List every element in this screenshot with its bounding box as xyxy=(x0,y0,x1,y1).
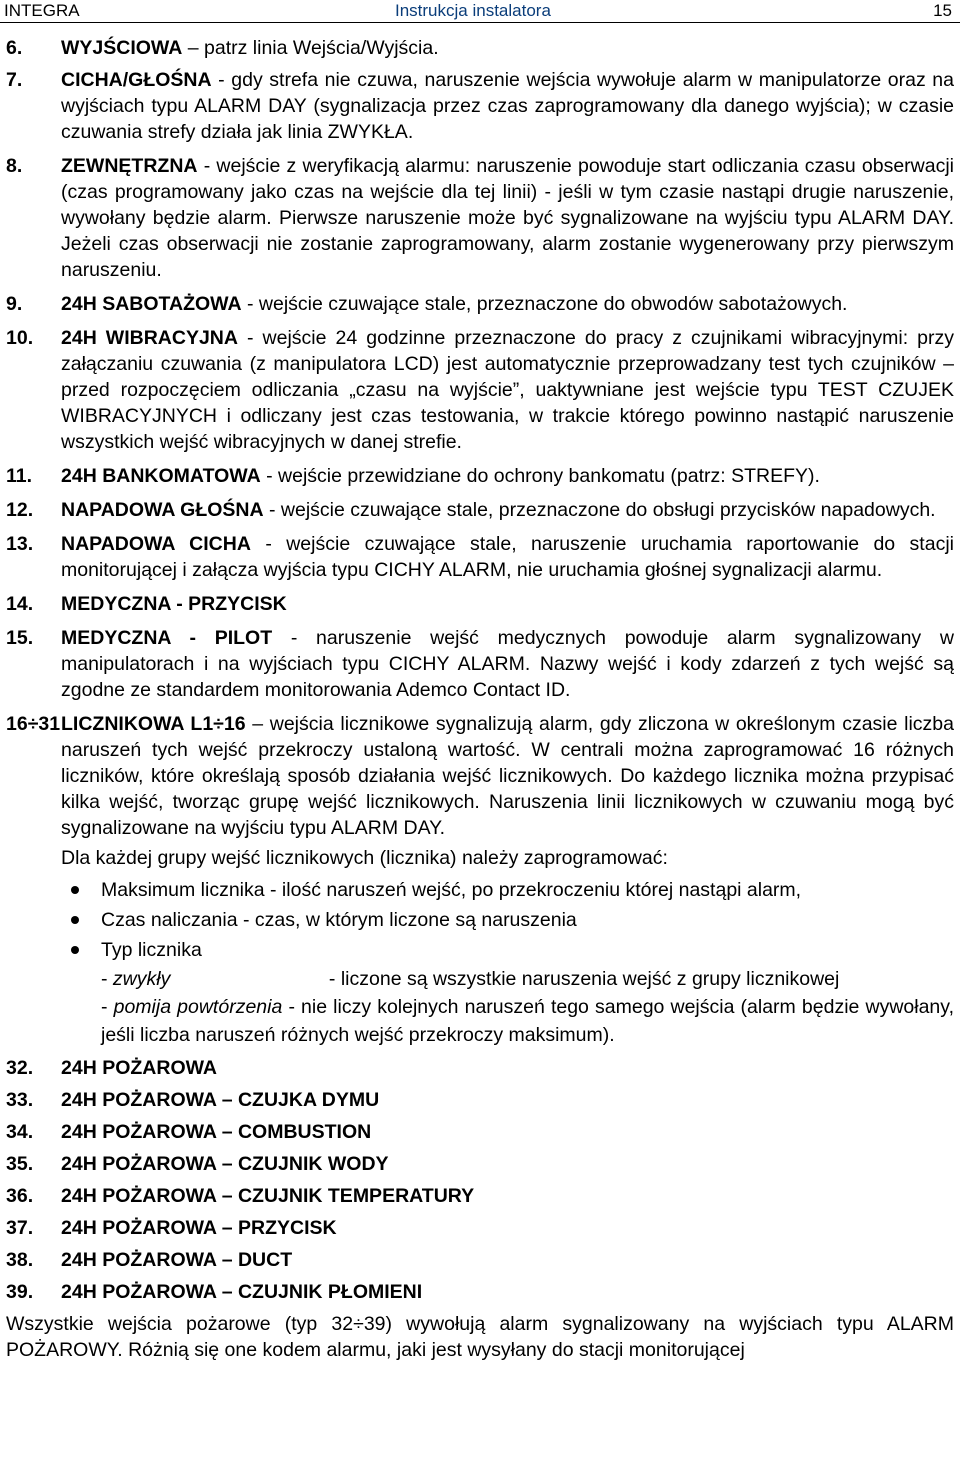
item-title: ZEWNĘTRZNA xyxy=(61,155,198,177)
item-title: 24H WIBRACYJNA xyxy=(61,327,238,349)
item-title: 24H POŻAROWA – PRZYCISK xyxy=(61,1217,337,1239)
item-number: 6. xyxy=(6,37,23,59)
item-title: NAPADOWA CICHA xyxy=(61,533,251,555)
item-title: WYJŚCIOWA xyxy=(61,37,183,59)
bullet-text: Typ licznika xyxy=(101,939,202,961)
list-item xyxy=(0,591,960,617)
counter-type-desc: - liczone są wszystkie naruszenia wejść z grupy licznikowej xyxy=(328,968,840,990)
counter-type-normal: - zwykły - liczone są wszystkie naruszenia wejść z grupy licznikowej xyxy=(61,965,954,993)
item-text: - naruszenie wejść medycznych powoduje alarm sygnalizowany w manipulatorach i na wyjściach typu xyxy=(61,627,954,675)
item-title: 24H POŻAROWA – CZUJKA DYMU xyxy=(61,1089,380,1111)
bullet-icon xyxy=(71,946,79,954)
bullet-text: Czas naliczania - czas, w którym liczone są naruszenia xyxy=(101,909,577,931)
item-number: 37. xyxy=(6,1217,34,1239)
item-number: 36. xyxy=(6,1185,34,1207)
list-item xyxy=(0,1279,960,1305)
list-item xyxy=(0,1247,960,1273)
item-number: 12. xyxy=(6,499,34,521)
item-reference: ZWYKŁA xyxy=(327,121,408,143)
item-reference: ALARM DAY xyxy=(330,817,440,839)
item-title: 24H POŻAROWA xyxy=(61,1057,218,1079)
item-text: . Jeżeli czas obserwacji nie zostanie zaprogramowany, alarm zostanie wygenerowany przy pierwszym naruszeniu. xyxy=(61,207,954,281)
item-number: 15. xyxy=(6,627,34,649)
list-item xyxy=(0,67,960,145)
page-header xyxy=(0,0,960,23)
note-text: Wszystkie wejścia pożarowe (typ 32÷39) wywołują alarm sygnalizowany na wyjściach typu xyxy=(6,1313,887,1335)
bullet-icon xyxy=(71,916,79,924)
item-reference: ALARM DAY xyxy=(837,207,949,229)
list-item xyxy=(0,625,960,703)
counter-type-name: zwykły xyxy=(112,968,171,990)
item-text: - wejście z weryfikacją alarmu: naruszenie powoduje start odliczania czasu obserwacji (czas programowany jako czas na wejście dla tej linii) - jeśli w tym czasie nastąpi drugie naruszenie, wywołany będzie alarm. Pierwsze naruszenie może być sygnalizowane na wyjściu typu xyxy=(61,155,954,229)
item-number: 32. xyxy=(6,1057,34,1079)
item-text: , nie uruchamia głośnej sygnalizacji alarmu. xyxy=(506,559,883,581)
counter-type-skip-repeats: - pomija powtórzenia - nie liczy kolejnych naruszeń tego samego wejścia (alarm będzie wywołany, jeśli liczba naruszeń różnych wejść przekroczy maksimum). xyxy=(101,996,954,1046)
page-number: 15 xyxy=(933,1,952,20)
document-body xyxy=(0,35,960,1363)
item-text: - wejście czuwające stale, przeznaczone do obsługi przycisków napadowych. xyxy=(263,499,936,521)
item-number: 33. xyxy=(6,1089,34,1111)
item-reference: CICHY ALARM xyxy=(388,653,525,675)
item-number: 14. xyxy=(6,593,34,615)
item-title: 24H POŻAROWA – DUCT xyxy=(61,1249,293,1271)
item-text: (sygnalizacja przez czas zaprogramowany dla danego wyjścia); w czasie czuwania strefy działa jak linia xyxy=(61,95,954,143)
counter-type-desc: - nie liczy kolejnych naruszeń tego samego wejścia (alarm będzie wywołany, jeśli liczba naruszeń różnych wejść przekroczy maksimum). xyxy=(101,996,954,1046)
item-number: 39. xyxy=(6,1281,34,1303)
item-title: NAPADOWA GŁOŚNA xyxy=(61,499,264,521)
item-number: 7. xyxy=(6,69,23,91)
item-title: MEDYCZNA - PILOT xyxy=(61,627,273,649)
item-number: 35. xyxy=(6,1153,34,1175)
item-title: 24H SABOTAŻOWA xyxy=(61,293,242,315)
item-number: 8. xyxy=(6,155,23,177)
note-reference: ALARM POŻAROWY xyxy=(6,1313,954,1361)
list-item xyxy=(0,1183,960,1209)
header-manual-title: Instrukcja instalatora xyxy=(395,1,551,20)
item-text: . Nazwy wejść i kody zdarzeń z tych wejść są zgodne ze standardem monitorowania Ademco Contact ID. xyxy=(61,653,954,701)
item-text: – wejścia licznikowe sygnalizują alarm, gdy zliczona w określonym czasie liczba naruszeń tych wejść przekroczy ustaloną wartość. W centrali można zaprogramować 16 różnych liczników, które określają sposób działania wejść licznikowych. Do każdego licznika można przypisać kilka wejść, tworząc grupę wejść licznikowych. Naruszenia linii licznikowych w czuwaniu mogą być sygnalizowane na wyjściu typu xyxy=(61,713,955,839)
list-item xyxy=(0,153,960,283)
item-text: - wejście 24 godzinne przeznaczone do pracy z czujnikami wibracyjnymi: przy załączaniu czuwania (z manipulatora LCD) jest automatycznie przeprowadzany test tych czujników – przed rozpoczęciem odliczania „czasu na wyjście”, uaktywniane jest wejście typu xyxy=(61,327,954,401)
item-title: LICZNIKOWA L1÷16 xyxy=(61,713,246,735)
item-text: . xyxy=(439,817,446,839)
item-number: 10. xyxy=(6,327,34,349)
item-number: 34. xyxy=(6,1121,34,1143)
item-number: 16÷31 xyxy=(6,713,61,735)
item-reference: TEST CZUJEK WIBRACYJNYCH xyxy=(61,379,954,427)
list-item xyxy=(0,1055,960,1081)
list-item xyxy=(0,531,960,583)
list-item xyxy=(0,35,960,61)
item-reference: CICHY ALARM xyxy=(374,559,507,581)
item-number: 13. xyxy=(6,533,34,555)
item-title: 24H POŻAROWA – CZUJNIK WODY xyxy=(61,1153,389,1175)
item-number: 11. xyxy=(6,465,33,487)
item-title: MEDYCZNA - PRZYCISK xyxy=(61,593,287,615)
item-text: – patrz linia Wejścia/Wyjścia. xyxy=(182,37,439,59)
list-item xyxy=(0,1151,960,1177)
item-reference: STREFY xyxy=(731,465,809,487)
list-item xyxy=(0,463,960,489)
list-item xyxy=(0,1119,960,1145)
item-text: - wejście przewidziane do ochrony bankomatu (patrz: xyxy=(260,465,732,487)
fire-inputs-note xyxy=(0,1311,960,1363)
list-item xyxy=(61,905,954,935)
item-text: . xyxy=(407,121,414,143)
item-title: CICHA/GŁOŚNA xyxy=(61,69,212,91)
item-reference: ALARM DAY xyxy=(194,95,307,117)
list-item xyxy=(0,711,960,1049)
counter-settings-list xyxy=(61,875,954,965)
item-number: 38. xyxy=(6,1249,34,1271)
list-item xyxy=(61,935,954,965)
item-text: i odliczany jest czas testowania, w trakcie którego powinno nastąpić naruszenie wszystkich wejść wibracyjnych w danej strefie. xyxy=(61,405,954,453)
item-text: - gdy strefa nie czuwa, naruszenie wejścia wywołuje alarm w manipulatorze oraz na wyjściach typu xyxy=(61,69,954,117)
item-text: - wejście czuwające stale, naruszenie uruchamia raportowanie do stacji monitorującej i załącza wyjścia typu xyxy=(61,533,954,581)
header-product-name: INTEGRA xyxy=(4,1,80,20)
bullet-text: Maksimum licznika - ilość naruszeń wejść, po przekroczeniu której nastąpi alarm, xyxy=(101,879,802,901)
bullet-icon xyxy=(71,886,79,894)
list-item xyxy=(0,325,960,455)
list-item xyxy=(0,1087,960,1113)
item-text: ). xyxy=(808,465,820,487)
note-text: . Różnią się one kodem alarmu, jaki jest wysyłany do stacji monitorującej xyxy=(117,1339,745,1361)
item-title: 24H POŻAROWA – CZUJNIK TEMPERATURY xyxy=(61,1185,475,1207)
counter-intro: Dla każdej grupy wejść licznikowych (licznika) należy zaprogramować: xyxy=(61,847,668,869)
item-number: 9. xyxy=(6,293,23,315)
item-title: 24H POŻAROWA – CZUJNIK PŁOMIENI xyxy=(61,1281,423,1303)
list-item xyxy=(0,497,960,523)
list-item xyxy=(61,875,954,905)
item-title: 24H BANKOMATOWA xyxy=(61,465,261,487)
counter-type-name: pomija powtórzenia xyxy=(113,996,283,1018)
list-item xyxy=(0,1215,960,1241)
list-item xyxy=(0,291,960,317)
item-title: 24H POŻAROWA – COMBUSTION xyxy=(61,1121,372,1143)
item-text: - wejście czuwające stale, przeznaczone do obwodów sabotażowych. xyxy=(241,293,848,315)
